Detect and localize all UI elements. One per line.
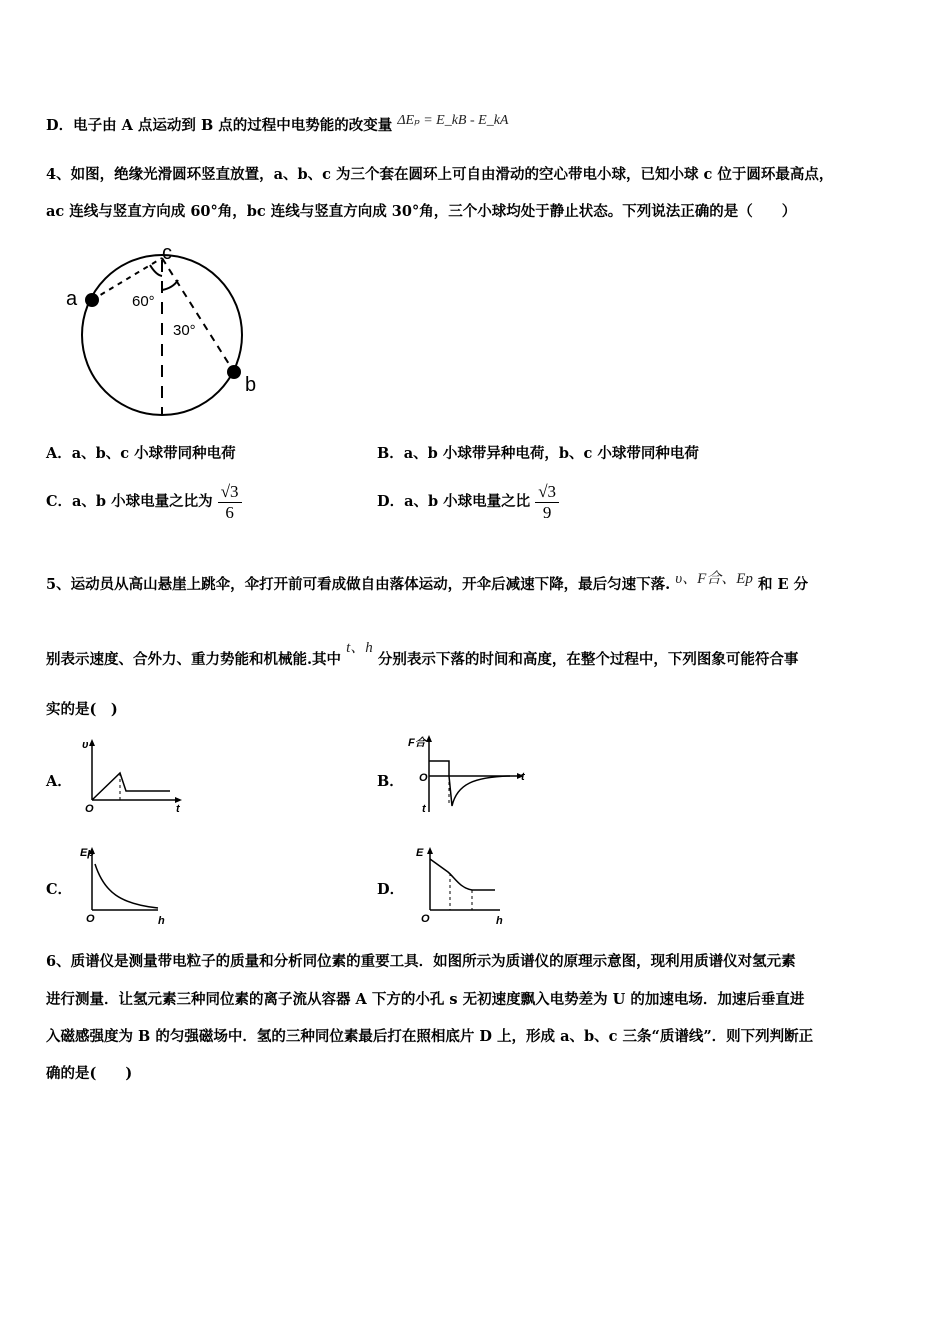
q5-stem-line-1-end: 和 E 分 [757, 576, 809, 593]
q4-label-a: a [66, 288, 78, 310]
q5-graph-c [78, 842, 178, 926]
q5-stem-line-2-end: 分别表示下落的时间和高度，在整个过程中，下列图象可能符合事 [377, 651, 799, 668]
q5-graph-d [410, 842, 520, 926]
q5-option-a-label: A． [46, 773, 72, 790]
q5-graph-b-curve [449, 776, 510, 806]
q4-ball-b [227, 365, 241, 379]
q3-option-d-text: D．电子由 A 点运动到 B 点的过程中电势能的改变量 [46, 117, 393, 134]
q4-angle-arc-30 [162, 280, 178, 290]
q5-option-d-label: D． [377, 881, 405, 898]
q5-stem-line-3: 实的是( ) [46, 701, 118, 718]
q4-ring-figure [60, 240, 280, 425]
q5-graph-b-origin: O [419, 772, 428, 784]
q4-angle-arc-60 [150, 265, 162, 276]
q4-stem-line-2: ac 连线与竖直方向成 60°角，bc 连线与竖直方向成 30°角，三个小球均处于静止状态。下列说法正确的是（ ） [46, 203, 797, 220]
q5-graph-a-xlabel: t [176, 803, 180, 815]
q5-option-c-label: C． [46, 881, 73, 898]
q5-graph-a-y-arrow [89, 739, 95, 746]
q5-stem-line-2 [46, 640, 799, 669]
q4-option-c-numerator: √3 [218, 482, 242, 503]
q4-option-d-denominator: 9 [542, 503, 552, 522]
q5-graph-b-step [429, 761, 449, 776]
q4-option-c-denominator: 6 [225, 503, 234, 522]
q6-line-1: 6、质谱仪是测量带电粒子的质量和分析同位素的重要工具．如图所示为质谱仪的原理示意图，现利用质谱仪对氢元素 [46, 953, 796, 970]
q4-option-d-text: D．a、b 小球电量之比 [377, 492, 531, 510]
q4-option-b: B．a、b 小球带异种电荷，b、c 小球带同种电荷 [377, 445, 699, 462]
q4-option-d-numerator: √3 [535, 482, 559, 503]
q5-stem-line-2-start: 别表示速度、合外力、重力势能和机械能.其中 [46, 651, 342, 668]
q5-graph-a-ylabel: υ [82, 739, 89, 751]
q5-graph-b-ylabel: F合 [408, 737, 426, 749]
q4-option-c-fraction [218, 482, 242, 523]
q5-symbols-1: υ、F合、Ep [675, 571, 753, 587]
q5-graph-d-curve [430, 859, 495, 890]
q4-option-c [46, 482, 242, 523]
q5-graph-b-xlabel: t [521, 771, 525, 783]
q4-ball-a [85, 293, 99, 307]
q5-graph-a-origin: O [85, 803, 94, 815]
q5-graph-b-ylabel-bottom: t [422, 803, 426, 815]
q5-graph-d-y-arrow [427, 847, 433, 854]
q3-option-d [46, 114, 508, 135]
q4-option-a: A．a、b、c 小球带同种电荷 [46, 445, 236, 462]
q5-graph-d-origin: O [421, 913, 430, 925]
q5-graph-c-curve [95, 864, 158, 908]
q5-graph-c-ylabel: Ep [80, 847, 95, 859]
q4-label-30: 30° [173, 322, 196, 339]
q6-line-3: 入磁感强度为 B 的匀强磁场中．氢的三种同位素最后打在照相底片 D 上，形成 a、b、c 三条“质谱线”．则下列判断正 [46, 1028, 814, 1045]
q4-label-c: c [162, 242, 172, 264]
q6-line-2: 进行测量．让氢元素三种同位素的离子流从容器 A 下方的小孔 s 无初速度飘入电势差为 U 的加速电场．加速后垂直进 [46, 991, 805, 1008]
q4-label-60: 60° [132, 293, 155, 310]
q4-option-d [377, 482, 559, 523]
q4-option-c-text: C．a、b 小球电量之比为 [46, 492, 213, 510]
q4-label-b: b [245, 374, 257, 396]
q5-graph-d-xlabel: h [496, 915, 503, 926]
q3-option-d-formula: ΔEₚ = E_kB - E_kA [397, 113, 509, 128]
q5-graph-d-ylabel: E [416, 847, 424, 859]
q5-graph-a [78, 736, 188, 816]
q5-graph-c-xlabel: h [158, 915, 165, 926]
q5-graph-b [402, 732, 532, 818]
q4-bc-dashed-line [162, 258, 234, 372]
q5-graph-c-origin: O [86, 913, 95, 925]
q5-stem-line-1-text: 5、运动员从高山悬崖上跳伞，伞打开前可看成做自由落体运动，开伞后减速下降，最后匀速下落. [46, 576, 671, 593]
q5-graph-a-curve [92, 773, 170, 800]
q4-stem-line-1: 4、如图，绝缘光滑圆环竖直放置，a、b、c 为三个套在圆环上可自由滑动的空心带电小球，已知小球 c 位于圆环最高点， [46, 166, 834, 183]
q5-symbols-2: t、h [346, 640, 373, 656]
q6-line-4: 确的是( ) [46, 1065, 133, 1082]
q5-graph-b-y-arrow [426, 735, 432, 742]
q5-option-b-label: B． [377, 773, 404, 790]
q5-stem-line-1 [46, 573, 808, 594]
q4-option-d-fraction [535, 482, 559, 523]
